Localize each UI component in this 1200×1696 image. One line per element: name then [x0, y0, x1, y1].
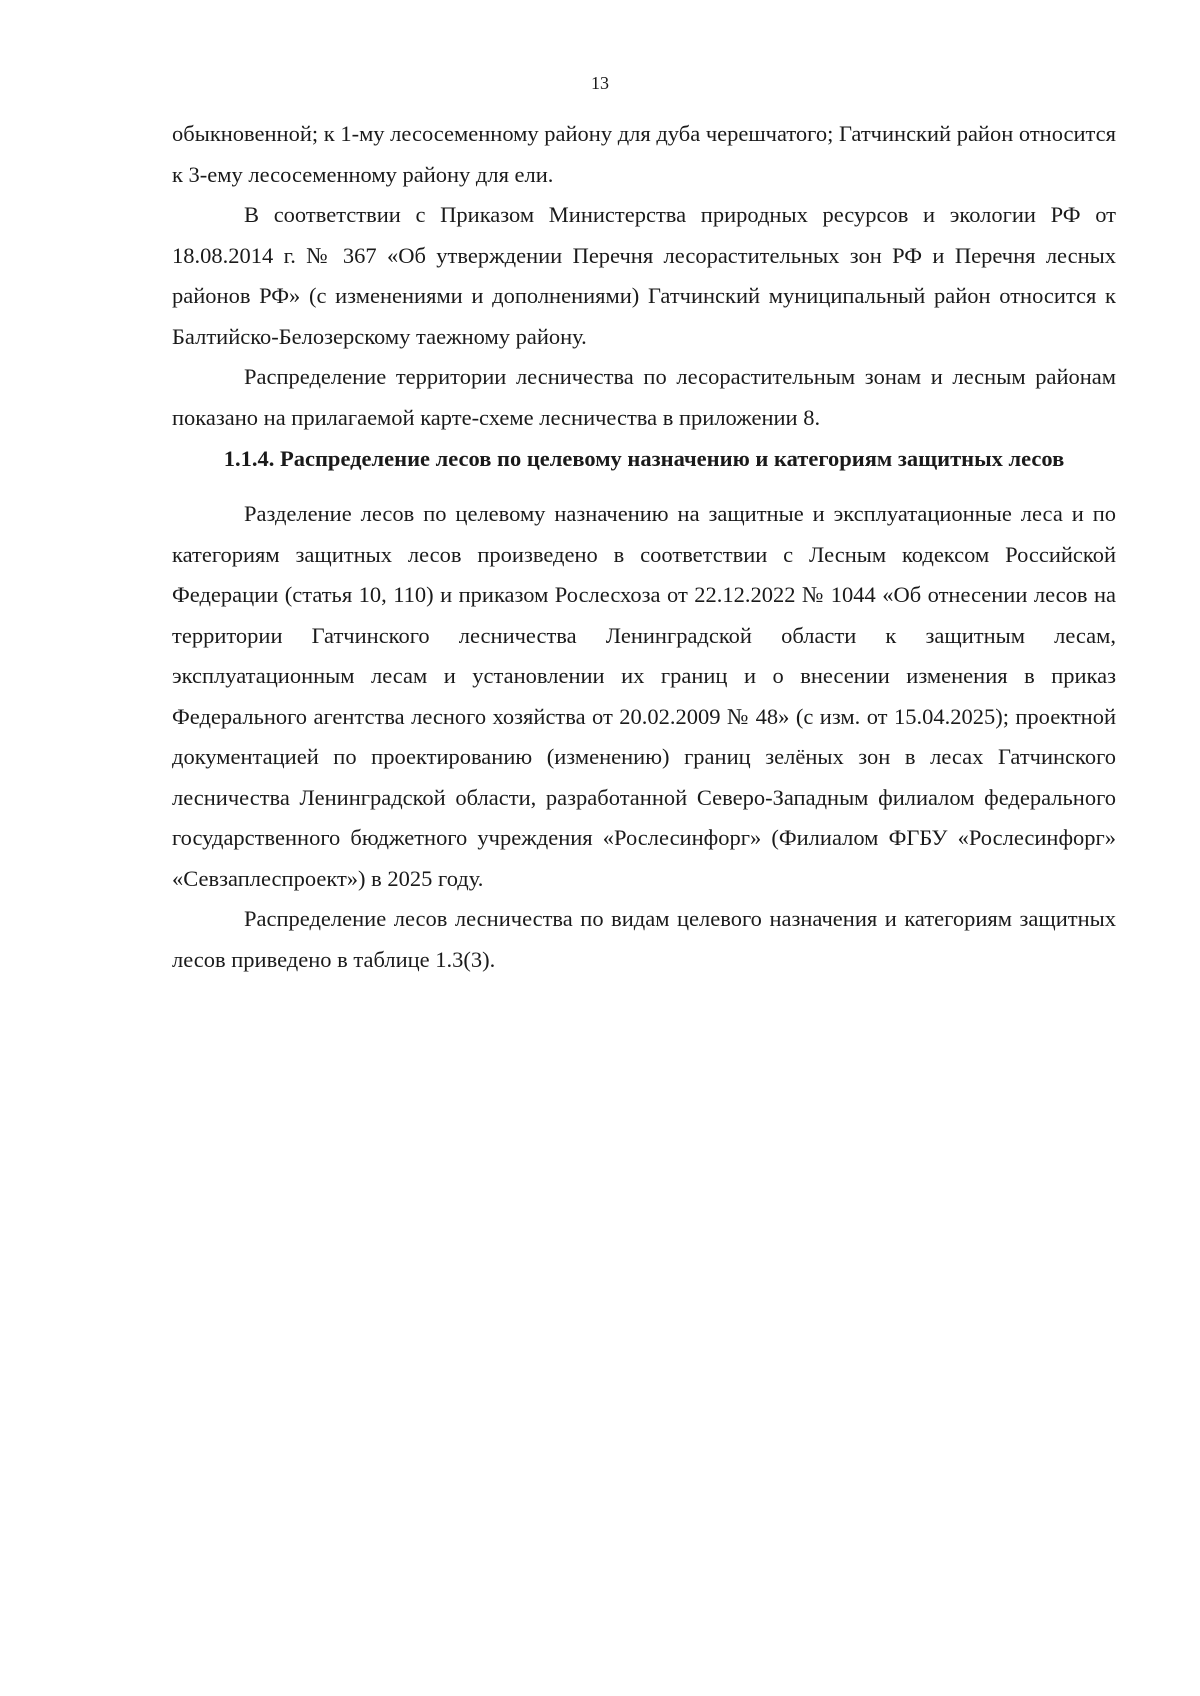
paragraph-forest-division: Разделение лесов по целевому назначению на защитные и эксплуатационные леса и по категориям защитных лесов произведено в соответствии с Лесным кодексом Российской Федерации (статья 10, 110) и приказом Рослесхоза от 22.12.2022 № 1044 «Об отнесении лесов на территории Гатчинского лесничества Ленинградской области к защитным лесам, эксплуатационным лесам и установлении их границ и о внесении изменения в приказ Федерального агентства лесного хозяйства от 20.02.2009 № 48» (с изм. от 15.04.2025); проектной документацией по проектированию (изменению) границ зелёных зон в лесах Гатчинского лесничества Ленинградской области, разработанной Северо-Западным филиалом федерального государственного бюджетного учреждения «Рослесинфорг» (Филиалом ФГБУ «Рослесинфорг» «Севзаплеспроект») в 2025 году. [172, 501, 1116, 891]
paragraph-table-reference: Распределение лесов лесничества по видам целевого назначения и категориям защитных лесов приведено в таблице 1.3(3). [172, 906, 1116, 972]
paragraph-seed-zones: обыкновенной; к 1-му лесосеменному району для дуба черешчатого; Гатчинский район относится к 3-ему лесосеменному району для ели. [172, 121, 1116, 187]
page-body [172, 114, 1116, 980]
paragraph-map-reference: Распределение территории лесничества по лесорастительным зонам и лесным районам показано на прилагаемой карте-схеме лесничества в приложении 8. [172, 364, 1116, 430]
page-number: 13 [591, 73, 609, 93]
section-heading: 1.1.4. Распределение лесов по целевому назначению и категориям защитных лесов [223, 446, 1065, 471]
paragraph-forest-zones-order: В соответствии с Приказом Министерства природных ресурсов и экологии РФ от 18.08.2014 г. № 367 «Об утверждении Перечня лесорастительных зон РФ и Перечня лесных районов РФ» (с изменениями и дополнениями) Гатчинский муниципальный район относится к Балтийско-Белозерскому таежному району. [172, 202, 1116, 349]
